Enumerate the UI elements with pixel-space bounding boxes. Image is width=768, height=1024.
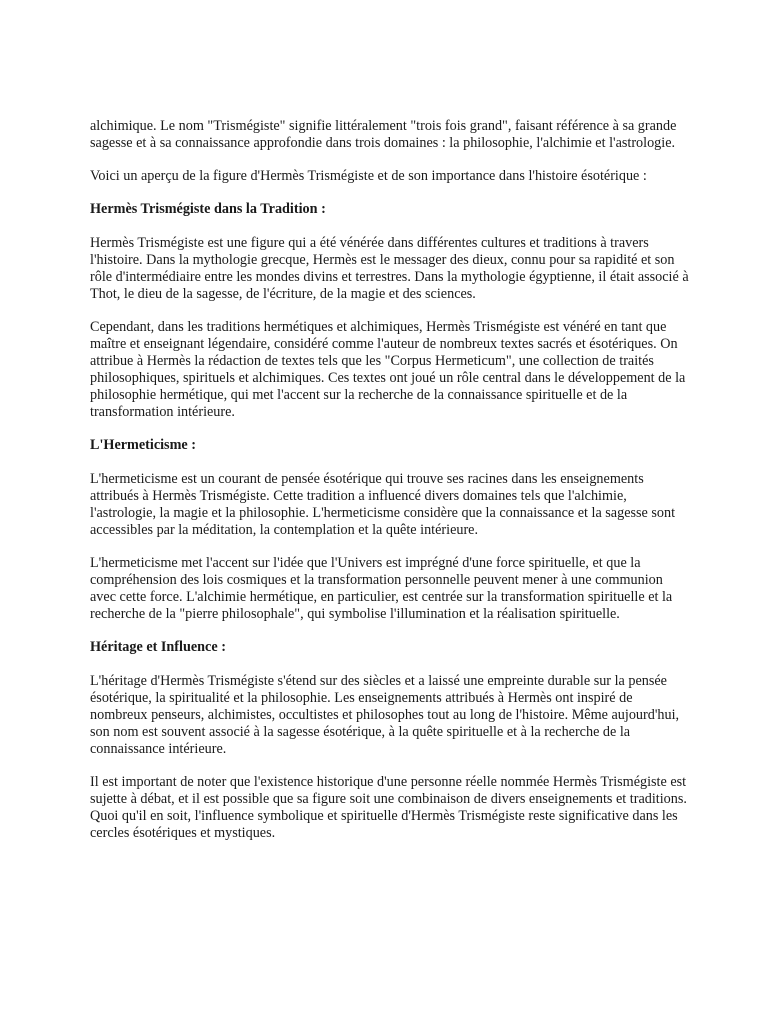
heading-tradition: Hermès Trismégiste dans la Tradition : [90,201,326,217]
document-body [90,118,690,858]
paragraph-tradition-1: Hermès Trismégiste est une figure qui a été vénérée dans différentes cultures et traditions à travers l'histoire. Dans la mythologie grecque, Hermès est le messager des dieux, connu pour sa rapidité et son rôle d'intermédiaire entre les mondes divins et terrestres. Dans la mythologie égyptienne, il était associé à Thot, le dieu de la sagesse, de l'écriture, de la magie et des sciences. [90,235,689,302]
paragraph-hermeticisme-2: L'hermeticisme met l'accent sur l'idée que l'Univers est imprégné d'une force spirituelle, et que la compréhension des lois cosmiques et la transformation personnelle peuvent mener à une communion avec cette force. L'alchimie hermétique, en particulier, est centrée sur la transformation spirituelle et la recherche de la "pierre philosophale", qui symbolise l'illumination et la réalisation spirituelle. [90,555,673,622]
heading-heritage: Héritage et Influence : [90,639,226,655]
paragraph-heritage-2: Il est important de noter que l'existence historique d'une personne réelle nommée Hermès Trismégiste est sujette à débat, et il est possible que sa figure soit une combinaison de divers enseignements et traditions. Quoi qu'il en soit, l'influence symbolique et spirituelle d'Hermès Trismégiste reste significative dans les cercles ésotériques et mystiques. [90,774,687,841]
paragraph-tradition-2: Cependant, dans les traditions hermétiques et alchimiques, Hermès Trismégiste est vénéré en tant que maître et enseignant légendaire, considéré comme l'auteur de nombreux textes sacrés et ésotériques. On attribue à Hermès la rédaction de textes tels que les "Corpus Hermeticum", une collection de traités philosophiques, spirituels et alchimiques. Ces textes ont joué un rôle central dans le développement de la philosophie hermétique, qui met l'accent sur la recherche de la connaissance spirituelle et de la transformation intérieure. [90,319,686,420]
paragraph-heritage-1: L'héritage d'Hermès Trismégiste s'étend sur des siècles et a laissé une empreinte durable sur la pensée ésotérique, la spiritualité et la philosophie. Les enseignements attribués à Hermès ont inspiré de nombreux penseurs, alchimistes, occultistes et philosophes tout au long de l'histoire. Même aujourd'hui, son nom est souvent associé à la sagesse ésotérique, à la quête spirituelle et à la recherche de la connaissance intérieure. [90,673,680,757]
paragraph-hermeticisme-1: L'hermeticisme est un courant de pensée ésotérique qui trouve ses racines dans les enseignements attribués à Hermès Trismégiste. Cette tradition a influencé divers domaines tels que l'alchimie, l'astrologie, la magie et la philosophie. L'hermeticisme considère que la connaissance et la sagesse sont accessibles par la méditation, la contemplation et la quête intérieure. [90,471,676,538]
paragraph-overview: Voici un aperçu de la figure d'Hermès Trismégiste et de son importance dans l'histoire ésotérique : [90,168,647,184]
paragraph-intro-continuation: alchimique. Le nom "Trismégiste" signifie littéralement "trois fois grand", faisant référence à sa grande sagesse et à sa connaissance approfondie dans trois domaines : la philosophie, l'alchimie et l'astrologie. [90,118,677,151]
heading-hermeticisme: L'Hermeticisme : [90,437,196,453]
